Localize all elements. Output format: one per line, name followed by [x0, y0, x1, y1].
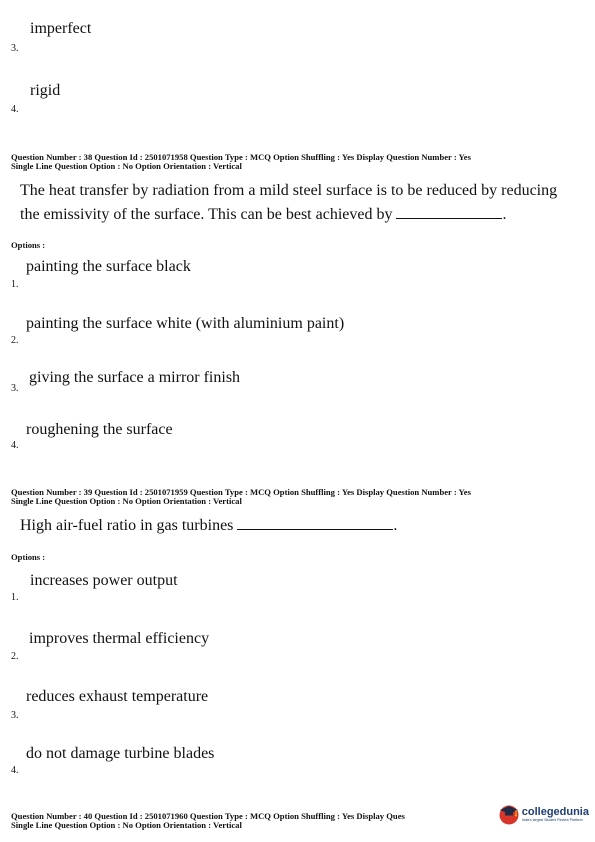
logo-text [522, 806, 589, 822]
q39-option-4-number: 4. [11, 765, 19, 776]
collegedunia-logo [498, 803, 589, 825]
q38-meta-line2: Single Line Question Option : No Option Orientation : Vertical [11, 161, 242, 171]
q40-meta-line1: Question Number : 40 Question Id : 2501071960 Question Type : MCQ Option Shuffling : Yes Display Ques [11, 811, 405, 821]
q39-blank [237, 515, 393, 530]
q38-option-2-number: 2. [11, 335, 19, 346]
q38-blank [396, 204, 502, 219]
q39-option-3-number: 3. [11, 710, 19, 721]
q38-option-3-text: giving the surface a mirror finish [29, 369, 241, 386]
q38-option-4-text: roughening the surface [26, 421, 173, 438]
q39-option-4-text: do not damage turbine blades [26, 745, 215, 762]
prev-option-4-number: 4. [11, 104, 19, 115]
q38-meta-line1: Question Number : 38 Question Id : 2501071958 Question Type : MCQ Option Shuffling : Yes Display Question Number : Yes [11, 152, 471, 162]
q38-option-1-number: 1. [11, 279, 19, 290]
prev-option-3-number: 3. [11, 43, 19, 54]
q39-meta-line2: Single Line Question Option : No Option Orientation : Vertical [11, 496, 242, 506]
q39-option-2-number: 2. [11, 651, 19, 662]
logo-tagline: India's largest Student Review Platform [521, 818, 583, 822]
q38-options-label: Options : [11, 240, 46, 250]
prev-option-4-text: rigid [30, 82, 61, 99]
q40-meta [11, 812, 405, 830]
logo-name: collegedunia [521, 806, 589, 818]
prev-option-3-text: imperfect [30, 20, 92, 37]
q38-text-line2: the emissivity of the surface. This can be best achieved by . [20, 206, 507, 223]
q38-meta [11, 153, 471, 171]
q38-text-line1: The heat transfer by radiation from a mild steel surface is to be reduced by reducing [20, 182, 558, 199]
graduation-cap-icon [498, 803, 520, 825]
q39-question-text: High air-fuel ratio in gas turbines . [20, 517, 398, 534]
q38-option-1-text: painting the surface black [26, 258, 191, 275]
q39-option-3-text: reduces exhaust temperature [26, 688, 209, 705]
q39-option-1-text: increases power output [30, 572, 178, 589]
q38-option-3-number: 3. [11, 383, 19, 394]
q39-option-1-number: 1. [11, 592, 19, 603]
q39-meta [11, 488, 471, 506]
q39-option-2-text: improves thermal efficiency [29, 630, 210, 647]
q38-option-4-number: 4. [11, 440, 19, 451]
q39-meta-line1: Question Number : 39 Question Id : 2501071959 Question Type : MCQ Option Shuffling : Yes Display Question Number : Yes [11, 487, 471, 497]
q38-question-text [20, 179, 557, 227]
q39-options-label: Options : [11, 552, 46, 562]
q40-meta-line2: Single Line Question Option : No Option Orientation : Vertical [11, 820, 242, 830]
q38-option-2-text: painting the surface white (with aluminium paint) [26, 315, 345, 332]
